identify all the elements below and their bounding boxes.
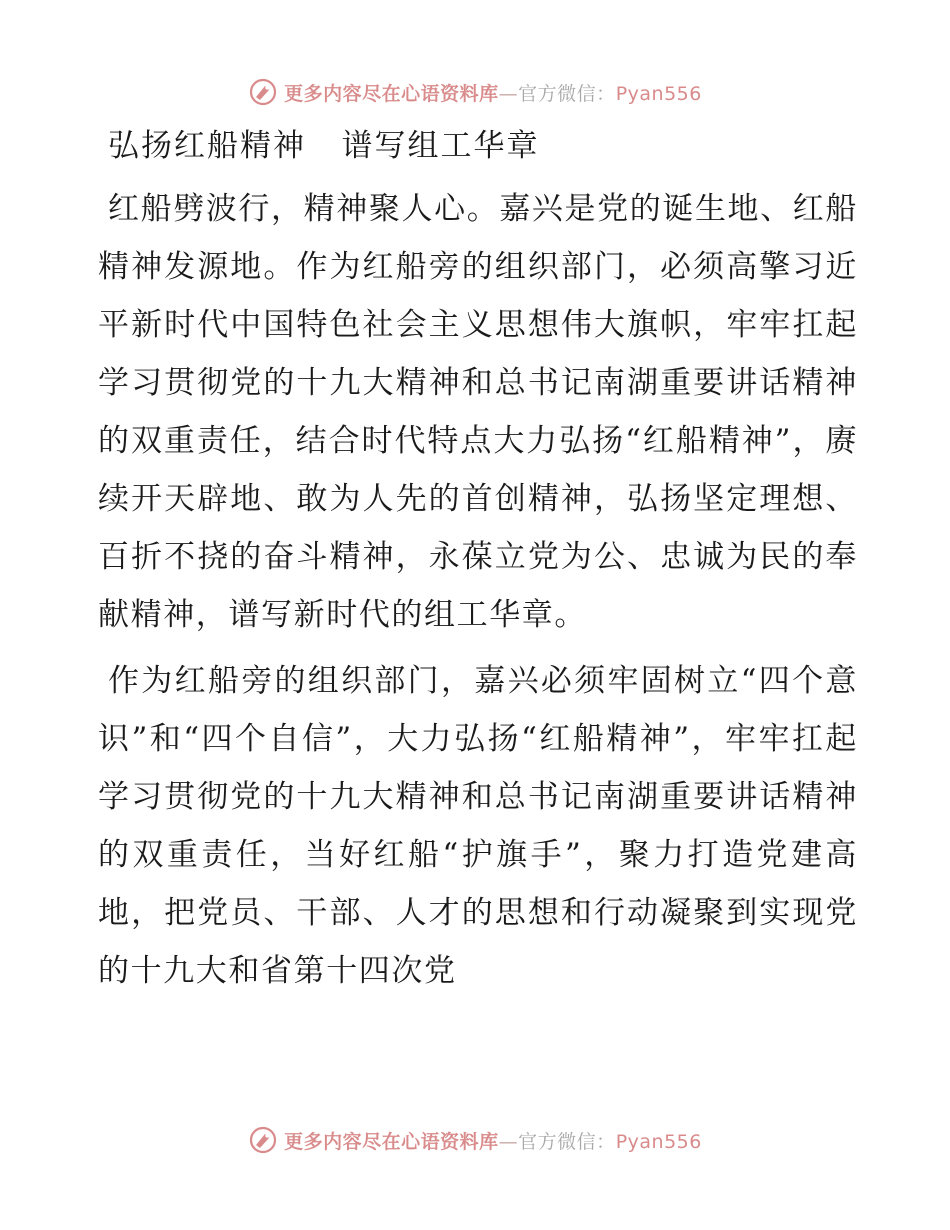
header-site-text: 更多内容尽在心语资料库 <box>284 82 499 105</box>
footer-separator: — <box>498 1130 519 1153</box>
header-contact-label: 官方微信： <box>518 82 616 105</box>
header-separator: — <box>498 82 519 105</box>
footer-contact-label: 官方微信： <box>518 1130 616 1153</box>
pen-nib-logo-icon <box>248 77 278 107</box>
page-title: 弘扬红船精神 谱写组工华章 <box>108 128 540 164</box>
footer-banner-text <box>284 1127 702 1154</box>
footer-contact-handle: Pyan556 <box>615 1130 702 1153</box>
header-contact-handle: Pyan556 <box>615 82 702 105</box>
footer-site-text: 更多内容尽在心语资料库 <box>284 1130 499 1153</box>
document-body <box>98 180 858 1008</box>
paragraph-1: 红船劈波行，精神聚人心。嘉兴是党的诞生地、红船精神发源地。作为红船旁的组织部门，必须高擎习近平新时代中国特色社会主义思想伟大旗帜，牢牢扛起学习贯彻党的十九大精神和总书记南湖重要讲话精神的双重责任，结合时代特点大力弘扬“红船精神”，赓续开天辟地、敢为人先的首创精神，弘扬坚定理想、百折不挠的奋斗精神，永葆立党为公、忠诚为民的奉献精神，谱写新时代的组工华章。 <box>98 191 858 633</box>
paragraph-2: 作为红船旁的组织部门，嘉兴必须牢固树立“四个意识”和“四个自信”，大力弘扬“红船精神”，牢牢扛起学习贯彻党的十九大精神和总书记南湖重要讲话精神的双重责任，当好红船“护旗手”，聚力打造党建高地，把党员、干部、人才的思想和行动凝聚到实现党的十九大和省第十四次党 <box>98 663 858 989</box>
pen-nib-logo-icon <box>248 1125 278 1155</box>
footer-banner <box>0 1120 950 1160</box>
header-banner <box>0 72 950 112</box>
header-banner-text <box>284 79 702 106</box>
